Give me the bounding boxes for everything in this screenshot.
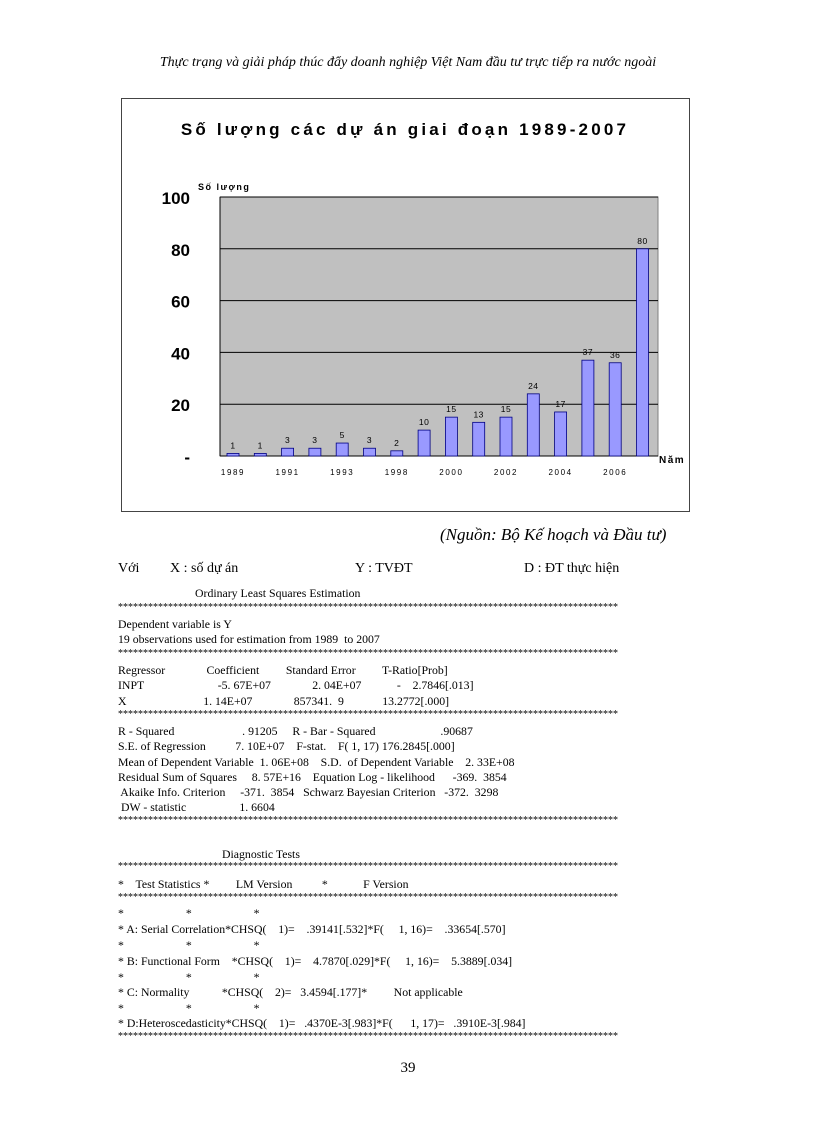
chart-frame [121,98,690,512]
diag-row: * A: Serial Correlation*CHSQ( 1)= .39141[.532]*F( 1, 16)= .33654[.570] [118,922,506,936]
separator: **************************************************************************************************** [118,893,618,903]
bar-value-label: 2 [394,437,400,448]
ols-stat-line: Akaike Info. Criterion -371. 3854 Schwarz Bayesian Criterion -372. 3298 [118,785,499,799]
bar-value-label: 3 [312,435,318,446]
ols-stat-line: Residual Sum of Squares 8. 57E+16 Equation Log - likelihood -369. 3854 [118,770,507,784]
bar-value-label: 13 [473,409,484,420]
ols-dependent: Dependent variable is Y [118,617,232,631]
y-tick-label: 80 [171,240,190,260]
bar [364,448,376,456]
bar [609,363,621,456]
bar [637,249,649,456]
diag-row: * * * [118,1001,260,1015]
bar [445,417,457,456]
ols-header-row: Regressor Coefficient Standard Error T-Ratio[Prob] [118,663,448,677]
bar-chart [122,99,689,511]
bar-value-label: 24 [528,380,539,391]
bar [282,448,294,456]
separator: **************************************************************************************************** [118,816,618,826]
y-tick-label: - [184,448,190,467]
ols-stat-line: Mean of Dependent Variable 1. 06E+08 S.D. of Dependent Variable 2. 33E+08 [118,755,515,769]
bar [391,451,403,456]
diag-row: * C: Normality *CHSQ( 2)= 3.4594[.177]* Not applicable [118,985,463,999]
bar [582,360,594,456]
ols-stat-line: R - Squared . 91205 R - Bar - Squared .90687 [118,724,473,738]
chart-source: (Nguồn: Bộ Kế hoạch và Đầu tư) [440,525,667,544]
bar-value-label: 5 [339,430,345,441]
x-tick-label: 1993 [330,468,355,477]
bar-value-label: 1 [230,440,236,451]
bar-value-label: 37 [582,347,594,358]
bar [336,443,348,456]
bar-value-label: 1 [257,440,263,451]
x-tick-label: 2000 [439,468,464,477]
y-tick-label: 60 [171,292,190,312]
legend-prefix: Với [118,561,140,576]
ols-row-x: X 1. 14E+07 857341. 9 13.2772[.000] [118,694,450,708]
bar-value-label: 10 [418,417,430,428]
y-tick-label: 100 [161,189,190,208]
bar-value-label: 17 [555,398,566,409]
bar [555,412,567,456]
bar-value-label: 3 [284,435,291,446]
ols-stat-line: DW - statistic 1. 6604 [118,800,275,814]
y-tick-label: 20 [171,396,190,416]
x-tick-label: 1991 [275,468,300,477]
x-tick-label: 2002 [493,468,519,477]
x-tick-label: 2006 [603,468,628,477]
bar [527,394,539,456]
diag-row: * * * [118,938,260,952]
y-tick-label: 40 [171,344,190,364]
x-tick-label: 1989 [220,468,246,477]
separator: **************************************************************************************************** [118,862,618,872]
bar [418,430,430,456]
x-tick-label: 1998 [384,468,409,477]
bar [500,417,512,456]
bar [254,453,266,456]
bar [473,422,485,456]
legend-d: D : ĐT thực hiện [524,561,620,576]
page-header: Thực trạng và giải pháp thúc đẩy doanh nghiệp Việt Nam đầu tư trực tiếp ra nước ngoài [159,55,657,70]
diag-title: Diagnostic Tests [222,847,300,861]
diag-row: * B: Functional Form *CHSQ( 1)= 4.7870[.029]*F( 1, 16)= 5.3889[.034] [118,954,513,968]
diag-header-row: * Test Statistics * LM Version * F Version [118,877,409,891]
chart-title: Số lượng các dự án giai đoạn 1989-2007 [180,120,630,139]
separator: **************************************************************************************************** [118,649,618,659]
separator: **************************************************************************************************** [118,603,618,613]
legend-x: X : số dự án [170,561,239,576]
bar-value-label: 3 [366,435,373,446]
separator: **************************************************************************************************** [118,710,618,720]
y-axis-label: Số lượng [198,182,251,192]
x-axis-label: Năm [659,455,686,466]
ols-stat-line: S.E. of Regression 7. 10E+07 F-stat. F( 1, 17) 176.2845[.000] [118,739,455,753]
legend-y: Y : TVĐT [355,561,413,576]
ols-row-inpt: INPT -5. 67E+07 2. 04E+07 - 2.7846[.013] [118,678,474,692]
page-number: 39 [400,1060,416,1076]
diag-row: * * * [118,906,260,920]
separator: **************************************************************************************************** [118,1032,618,1042]
bar [309,448,321,456]
bar-value-label: 80 [637,235,648,246]
ols-observations: 19 observations used for estimation from 1989 to 2007 [118,632,380,646]
bar [227,453,239,456]
diag-row: * * * [118,970,260,984]
bar-value-label: 15 [446,404,457,415]
bar-value-label: 15 [500,404,512,415]
diag-row: * D:Heteroscedasticity*CHSQ( 1)= .4370E-3[.983]*F( 1, 17)= .3910E-3[.984] [118,1016,526,1030]
x-tick-label: 2004 [548,468,573,477]
bar-value-label: 36 [609,349,621,360]
ols-title: Ordinary Least Squares Estimation [195,586,361,600]
